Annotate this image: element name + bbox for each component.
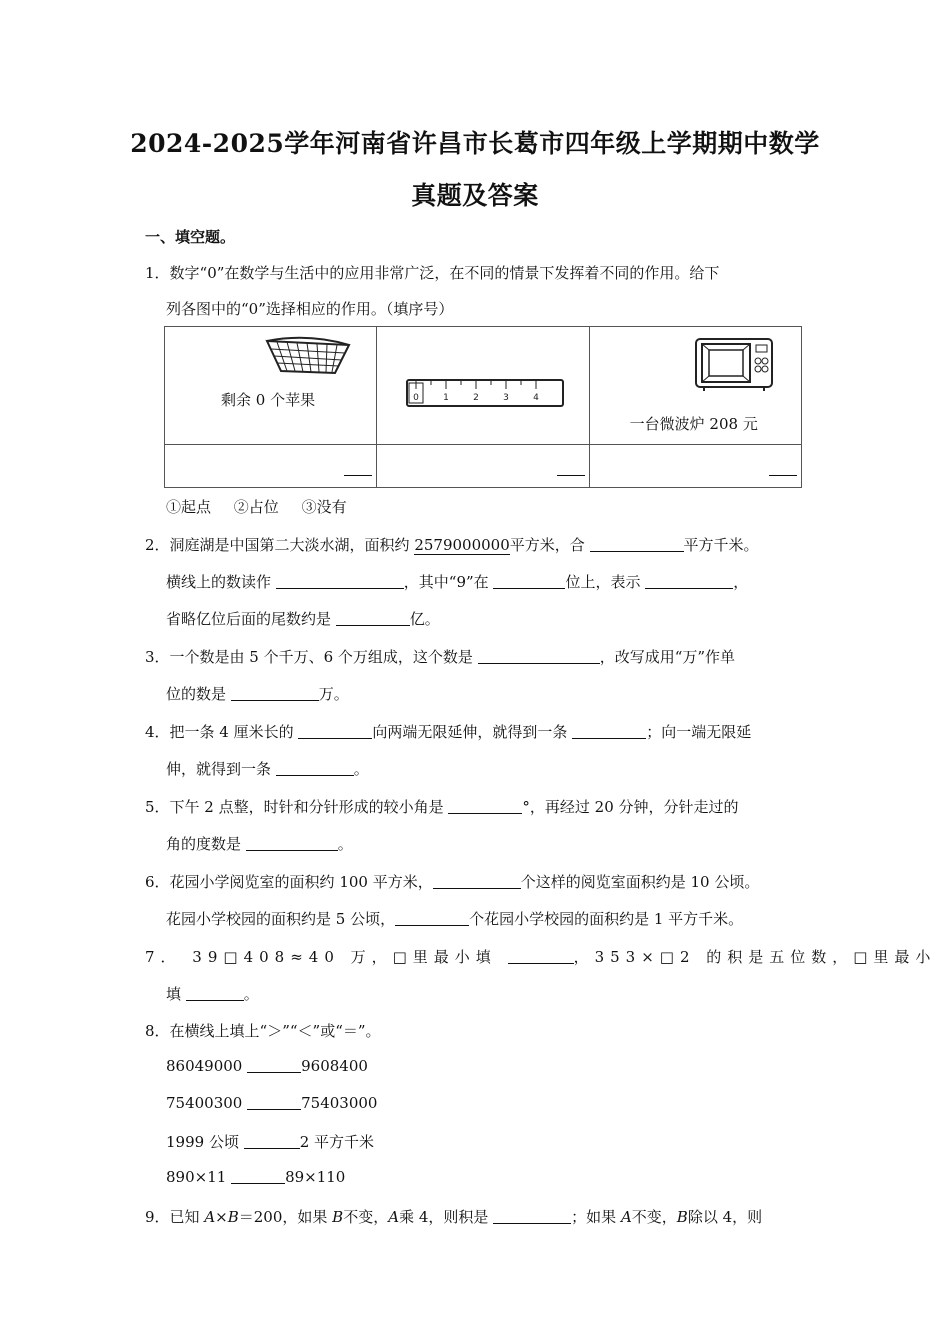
q4-line2 — [166, 758, 369, 779]
ruler-tick-4: 4 — [533, 393, 540, 403]
q6-blank-rooms[interactable] — [433, 874, 521, 889]
q2-text: ，其中“9”在 — [403, 573, 494, 591]
q4-line1 — [145, 721, 751, 742]
basket-icon — [263, 333, 353, 377]
q9-text: 乘 4，则积是 — [399, 1208, 494, 1226]
q1-table — [164, 326, 802, 488]
q8-blank-1[interactable] — [247, 1058, 301, 1073]
q8-right: 75403000 — [301, 1094, 378, 1112]
q5-blank-degrees[interactable] — [246, 836, 338, 851]
q1-answer-blank-3[interactable] — [769, 475, 797, 476]
q2-line2 — [166, 571, 748, 592]
q2-blank-read[interactable] — [276, 574, 404, 589]
q4-blank-ray[interactable] — [276, 761, 354, 776]
ruler-tick-2: 2 — [473, 393, 480, 403]
q1-cell1-label: 剩余 0 个苹果 — [221, 391, 316, 409]
doc-title-line1: 2024-2025学年河南省许昌市长葛市四年级上学期期中数学 — [130, 129, 820, 158]
q7-line1 — [145, 946, 936, 967]
q1-text-line2: 列各图中的“0”选择相应的作用。（填序号） — [166, 300, 454, 318]
q5-line1 — [145, 796, 739, 817]
q9-text: 不变， — [631, 1208, 677, 1226]
q4-blank-segment[interactable] — [298, 724, 372, 739]
q1-option-3: ③没有 — [301, 498, 347, 516]
q2-line3 — [166, 608, 440, 629]
q2-area-number: 2579000000 — [414, 536, 510, 554]
q9-text: × — [215, 1208, 228, 1226]
q7-text: 填 — [166, 985, 186, 1003]
q8-right: 2 平方千米 — [299, 1133, 375, 1151]
q1-answer-cell-2 — [377, 445, 589, 488]
ruler-tick-1: 1 — [443, 393, 450, 403]
q4-text: 向两端无限延伸，就得到一条 — [372, 723, 573, 741]
q2-text: 2．洞庭湖是中国第二大淡水湖，面积约 — [145, 536, 415, 554]
q9-text: 不变， — [343, 1208, 389, 1226]
q9-var: A — [620, 1208, 632, 1226]
q1-option-2: ②占位 — [233, 498, 279, 516]
q8-left: 75400300 — [166, 1094, 248, 1112]
q8-text-line1: 8．在横线上填上“＞”“＜”或“＝”。 — [145, 1022, 381, 1040]
q2-text: 横线上的数读作 — [166, 573, 276, 591]
q7-text: 7． 39□408≈40 万，□里最小填 — [145, 948, 508, 966]
q3-blank-wan[interactable] — [231, 686, 319, 701]
q2-text: 平方米，合 — [509, 536, 590, 554]
q1-answer-blank-2[interactable] — [557, 475, 585, 476]
q1-cell-microwave — [589, 327, 801, 445]
q8-left: 890×11 — [166, 1168, 232, 1186]
ruler-tick-3: 3 — [503, 393, 510, 403]
q4-blank-line[interactable] — [572, 724, 646, 739]
q2-line1 — [145, 534, 759, 555]
q5-text: °，再经过 20 分钟，分针走过的 — [522, 798, 739, 816]
q9-var: A — [388, 1208, 400, 1226]
q9-blank-1[interactable] — [493, 1209, 571, 1224]
q2-blank-place[interactable] — [493, 574, 565, 589]
q9-text: ；如果 — [571, 1208, 621, 1226]
q5-line2 — [166, 833, 353, 854]
q7-text: 。 — [243, 985, 259, 1003]
q6-text: 花园小学校园的面积约是 5 公顷， — [166, 910, 396, 928]
q3-text: 位的数是 — [166, 685, 231, 703]
q3-blank-number[interactable] — [478, 649, 600, 664]
q8-blank-2[interactable] — [247, 1095, 301, 1110]
section-heading: 一、填空题。 — [145, 228, 236, 246]
q3-text: 3．一个数是由 5 个千万、6 个万组成，这个数是 — [145, 648, 478, 666]
q1-cell-basket — [165, 327, 377, 445]
q2-text: 省略亿位后面的尾数约是 — [166, 610, 336, 628]
q8-row — [166, 1094, 377, 1112]
q8-row — [166, 1131, 374, 1152]
q7-blank-2[interactable] — [186, 986, 244, 1001]
q4-text: 伸，就得到一条 — [166, 760, 276, 778]
q2-text: ， — [733, 573, 749, 591]
ruler-icon — [405, 377, 565, 409]
q1-option-1: ①起点 — [166, 498, 212, 516]
q8-right: 9608400 — [301, 1057, 368, 1075]
q1-answer-blank-1[interactable] — [344, 475, 372, 476]
q8-blank-4[interactable] — [231, 1169, 285, 1184]
q5-text: 5．下午 2 点整，时针和分针形成的较小角是 — [145, 798, 449, 816]
q3-line2 — [166, 683, 349, 704]
q8-left: 86049000 — [166, 1057, 248, 1075]
q1-options — [166, 496, 365, 517]
q1-cell-ruler — [377, 327, 589, 445]
q9-text: 除以 4，则 — [687, 1208, 763, 1226]
q5-text: 角的度数是 — [166, 835, 246, 853]
q6-text: 6．花园小学阅览室的面积约 100 平方米， — [145, 873, 433, 891]
q4-text: 4．把一条 4 厘米长的 — [145, 723, 299, 741]
q5-blank-angle[interactable] — [448, 799, 522, 814]
q6-blank-schools[interactable] — [395, 911, 469, 926]
doc-title-line2: 真题及答案 — [411, 181, 539, 210]
q2-blank-approx[interactable] — [336, 611, 410, 626]
q8-row — [166, 1057, 368, 1075]
q3-line1 — [145, 646, 735, 667]
q7-text: ，353×□2 的积是五位数，□里最小 — [573, 948, 937, 966]
q2-blank-meaning[interactable] — [645, 574, 733, 589]
ruler-tick-0: 0 — [413, 393, 420, 403]
q8-left: 1999 公顷 — [166, 1133, 244, 1151]
q1-cell3-label: 一台微波炉 208 元 — [629, 415, 758, 433]
q1-answer-cell-3 — [589, 445, 801, 488]
q9-var: B — [676, 1208, 688, 1226]
microwave-icon — [694, 337, 774, 393]
q2-text: 平方千米。 — [683, 536, 759, 554]
q9-text: 9．已知 — [145, 1208, 205, 1226]
q6-text: 个这样的阅览室面积约是 10 公顷。 — [520, 873, 760, 891]
q9-text: ＝200，如果 — [238, 1208, 333, 1226]
q5-text: 。 — [337, 835, 353, 853]
q2-text: 亿。 — [409, 610, 440, 628]
q8-blank-3[interactable] — [244, 1134, 300, 1149]
q2-blank-sq-km[interactable] — [590, 537, 684, 552]
q7-line2 — [166, 983, 259, 1004]
q7-blank-1[interactable] — [508, 949, 574, 964]
q8-right: 89×110 — [285, 1168, 346, 1186]
q4-text: 。 — [353, 760, 369, 778]
q9-var: A — [204, 1208, 216, 1226]
q3-text: 万。 — [318, 685, 349, 703]
q4-text: ；向一端无限延 — [646, 723, 752, 741]
q6-line2 — [166, 908, 743, 929]
q6-text: 个花园小学校园的面积约是 1 平方千米。 — [469, 910, 744, 928]
q3-text: ，改写成用“万”作单 — [599, 648, 736, 666]
q9-var: B — [332, 1208, 344, 1226]
q1-answer-cell-1 — [165, 445, 377, 488]
q9-var: B — [227, 1208, 239, 1226]
q2-text: 位上，表示 — [565, 573, 646, 591]
q6-line1 — [145, 871, 759, 892]
q9-line1 — [145, 1206, 762, 1227]
q1-text-line1: 1．数字“0”在数学与生活中的应用非常广泛，在不同的情景下发挥着不同的作用。给下 — [145, 264, 720, 282]
q8-row — [166, 1168, 345, 1186]
